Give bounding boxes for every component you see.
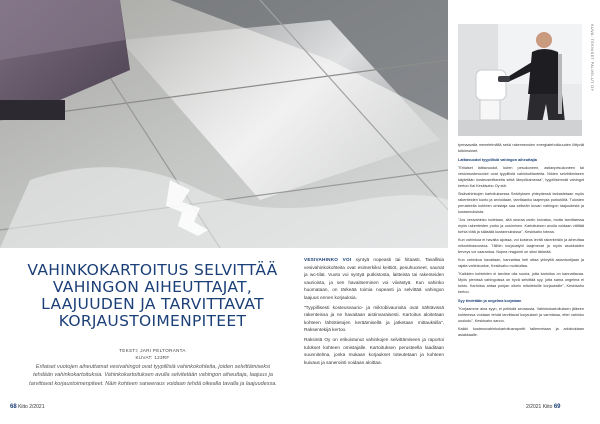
page-number-left: 68 [10,404,17,410]
col4-paragraph-1: Kun vahinkoa ei havaita ajoissa, voi kosteus levitä rakenteisiin ja aiheuttaa mikrobikasvustoa. Tällöin korjaustyöt laajenevat ja myös asukkaiden terveys voi vaarantua. Nopea reagointi on siksi tärkeää. [458,238,584,254]
headline-line-1: VAHINKOKARTOITUS SELVITTÄÄ [27,261,278,279]
col3-paragraph-0: tyrmaavalla menetelmällä sekä rakenneosien energiatehokkuuden liittyvät tutkimukset. [458,143,584,153]
col4-paragraph-2: Kun vahinkoa havaitaan, kannattaa heti ottaa yhteyttä asiantuntijaan ja rajata vahinkoalue, Keskisaho muistuttaa. [458,258,584,268]
photo-caption: KUVA: TEKNISET PALVELUT OY [590,24,594,92]
col3-paragraph-1: "Erilaiset lattiavuodot, kuten pesukoneen, astianpesukoneen tai vesivarustevuodot ovat tyypillisiä vahinkotilanteita. Niiden selvittämiseen käytetään kosteusmittareita sekä lämpökameraa", tyypillisimmät vahingot kertoo Kai Keskisaho Oy:stä. [458,166,584,188]
subheading-1: Lattiavuodot tyypillisiä vahingon aiheuttajia [458,158,537,162]
folio-right [526,404,561,410]
issue-right: 2/2021 [526,404,542,410]
col2-paragraph-2: "Tyypillisesti kosteusvaurio- ja mikrobivaurioita ovat nähtävissä rakenteissa ja ne havaitaan aistinvaraisesti. Kartoitus aloitetaan kohteen lähtötietojen keräämisellä ja jatketaan mittauksilla", Raksentekijä kertoo. [304,304,444,333]
subheading-2: Syy tiedetään ja ongelma korjataan [458,299,522,303]
article-lead: Erilaiset vuotojen aiheuttamat vesivahingot ovat tyypillisiä vahinkokohteita, joiden selvittämiseksi tehdään vahinkokartoituksia. Vahinkokartoituksen avulla selvitetään vahingon aiheuttaja, laajuus ja tarvittavat korjaustoimenpiteet. Näin kohteen saneeraus voidaan tehdä oikealla tavalla ja laajuudessa. [29,364,277,387]
page-number-right: 69 [553,404,561,410]
col4-paragraph-4: "Korjaamme aina syyn, ei pelkkää seurausta. Vahinkokartoituksen jälkeen kohteessa voidaan tehdä tarvittavat korjaukset ja varmistaa, ettei vahinko uusiudu", Keskisaho sanoo. [458,307,584,323]
issue-left: 2/2021 [29,404,45,410]
col4-paragraph-3: "Kaikkien kohteiden ei tarvitse olla suuria, jotta kartoitus on kannattavaa. Myös pienissä vahingoissa on hyvä selvittää syy, jotta sama ongelma ei toistu. Kartoitus antaa pohjan oikein mitoitetuille korjauksille", Keskisaho kertoo. [458,272,584,294]
article-column-2 [304,256,444,368]
col2-paragraph-3: Raksintä Oy on erikoistunut vahinkojen selvittämiseen ja raportoi tulokset kohteen omistajalle. Kartoituksen perusteella laaditaan suunnitelma, jonka mukaan korjaukset toteutetaan ja kohteen kuivaus ja sanerointi voidaan aloittaa. [304,336,444,365]
hero-photo-flooded-floor [0,0,448,248]
article-credits [10,347,295,361]
credit-photos: KUVAT: 123RF [135,355,170,360]
credit-text: TEKSTI: JARI PELTORANTA [119,348,186,353]
headline-line-2: VAHINGON AIHEUTTAJAT, [52,278,253,296]
headline-line-3: LAAJUUDEN JA TARVITTAVAT [41,295,264,313]
magazine-name-right: Kiito [542,404,553,410]
col3-paragraph-2: Sisävahinkojen kartoituksessa Selvityksen yhteydessä tarkastetaan myös rakenteiden kunto ja arvioidaan, tarvitaanko laajempia purkutöitä. Tulosten perusteella kohteen omistaja saa selkeän kuvan vahingon laajuudesta ja kustannuksista. [458,192,584,214]
article-headline [10,262,295,330]
col3-paragraph-3: "Jos vesivahinko todetaan, sitä seuraa usein kuivatus, mutta tarvittaessa myös rakenteiden purku ja uusiminen. Kartoituksen avulla voidaan välttää turhia töitä ja säästää kustannuksissa", Keskisaho toteaa. [458,218,584,234]
magazine-name-left: Kiito [18,404,28,410]
photo-technician-bathroom [458,24,582,136]
headline-line-4: KORJAUSTOIMENPITEET [58,312,247,330]
col4-paragraph-5: Kaikki kosteusvahinkokartoitusraportit tallennetaan ja arkistoidaan asiakkaalle. [458,327,584,337]
col2-paragraph-1: syntyä nopeasti tai hitaasti. Tavallisia vesivahinkokohteita ovat esimerkiksi keittiöt, pesuhuoneet, saunat ja wc-tilat. Vuoto voi syntyä putkistosta, laitteista tai rakenteiden vaurioista, ja sen havaitseminen voi viivästyä. Kun vahinko huomataan, on tärkeää toimia nopeasti ja selvittää vahingon laajuus ennen korjauksia. [304,257,444,300]
folio-left [10,404,45,410]
column-kicker: VESIVAHINKO VOI [304,257,352,262]
article-column-3 [458,142,584,340]
